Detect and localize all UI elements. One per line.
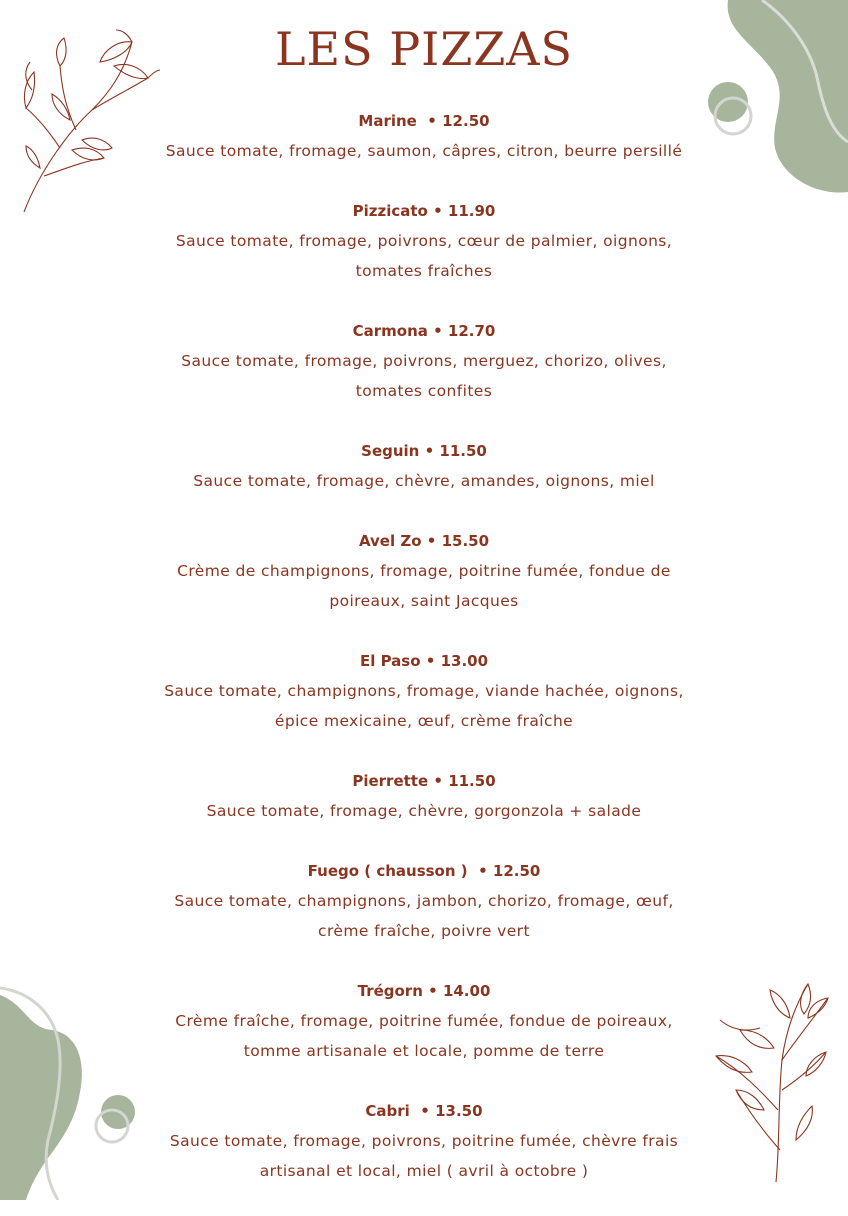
item-name: Marine [358, 112, 423, 130]
item-name: Pizzicato [352, 202, 428, 220]
item-description-line: épice mexicaine, œuf, crème fraîche [274, 712, 574, 730]
item-heading [0, 106, 848, 136]
item-description [0, 136, 848, 166]
item-description-line: Sauce tomate, champignons, jambon, chorizo, fromage, œuf, [174, 892, 674, 910]
item-description-line: tomates fraîches [355, 262, 493, 280]
item-name: Fuego ( chausson ) [307, 862, 473, 880]
item-description-line: crème fraîche, poivre vert [318, 922, 530, 940]
item-description-line: Sauce tomate, fromage, poivrons, merguez, chorizo, olives, [181, 352, 667, 370]
item-description [0, 466, 848, 496]
item-heading [0, 196, 848, 226]
item-price: 12.50 [492, 862, 541, 880]
item-separator: • [421, 532, 442, 550]
item-price: 13.50 [435, 1102, 483, 1120]
menu-item [0, 976, 848, 1066]
menu-item [0, 106, 848, 166]
item-heading [0, 646, 848, 676]
item-price: 14.00 [442, 982, 491, 1000]
item-description-line: Sauce tomate, champignons, fromage, viande hachée, oignons, [164, 682, 684, 700]
item-description-line: tomme artisanale et locale, pomme de terre [243, 1042, 605, 1060]
item-heading [0, 976, 848, 1006]
item-description [0, 1006, 848, 1066]
item-description-line: tomates confites [355, 382, 493, 400]
item-description [0, 346, 848, 406]
item-description [0, 226, 848, 286]
item-heading [0, 436, 848, 466]
menu-item [0, 196, 848, 286]
item-price: 11.50 [439, 442, 487, 460]
menu-item [0, 316, 848, 406]
item-name: Cabri [365, 1102, 416, 1120]
item-heading [0, 856, 848, 886]
item-price: 12.70 [447, 322, 496, 340]
item-description-line: Crème de champignons, fromage, poitrine fumée, fondue de [177, 562, 671, 580]
item-name: El Paso [359, 652, 421, 670]
item-description-line: Sauce tomate, fromage, chèvre, gorgonzola + salade [206, 802, 642, 820]
item-price: 15.50 [441, 532, 490, 550]
item-separator: • [427, 322, 448, 340]
item-separator: • [419, 442, 440, 460]
item-separator: • [415, 1102, 436, 1120]
menu-item [0, 766, 848, 826]
menu-item [0, 1096, 848, 1186]
menu-item [0, 856, 848, 946]
item-name: Carmona [352, 322, 428, 340]
item-description-line: Sauce tomate, fromage, chèvre, amandes, oignons, miel [193, 472, 655, 490]
pizza-menu [0, 106, 848, 1216]
item-separator: • [420, 652, 441, 670]
page-title: LES PIZZAS [274, 22, 574, 76]
item-description [0, 1126, 848, 1186]
item-separator: • [422, 982, 443, 1000]
item-description [0, 676, 848, 736]
item-separator: • [427, 202, 448, 220]
item-heading [0, 526, 848, 556]
item-description-line: artisanal et local, miel ( avril à octobre ) [259, 1162, 589, 1180]
menu-item [0, 436, 848, 496]
item-separator: • [428, 772, 449, 790]
item-name: Seguin [361, 442, 420, 460]
item-description [0, 886, 848, 946]
item-price: 13.00 [440, 652, 489, 670]
item-description-line: Sauce tomate, fromage, poivrons, poitrine fumée, chèvre frais [169, 1132, 679, 1150]
item-name: Trégorn [357, 982, 423, 1000]
menu-item [0, 526, 848, 616]
item-description-line: Sauce tomate, fromage, poivrons, cœur de palmier, oignons, [175, 232, 673, 250]
item-description [0, 556, 848, 616]
item-name: Avel Zo [358, 532, 422, 550]
item-separator: • [422, 112, 443, 130]
item-heading [0, 1096, 848, 1126]
item-price: 12.50 [442, 112, 490, 130]
menu-item [0, 646, 848, 736]
item-heading [0, 766, 848, 796]
item-price: 11.50 [448, 772, 496, 790]
item-separator: • [472, 862, 493, 880]
item-description-line: Crème fraîche, fromage, poitrine fumée, fondue de poireaux, [175, 1012, 673, 1030]
item-name: Pierrette [352, 772, 429, 790]
item-description-line: Sauce tomate, fromage, saumon, câpres, citron, beurre persillé [165, 142, 683, 160]
item-description-line: poireaux, saint Jacques [329, 592, 519, 610]
item-heading [0, 316, 848, 346]
item-description [0, 796, 848, 826]
item-price: 11.90 [447, 202, 496, 220]
